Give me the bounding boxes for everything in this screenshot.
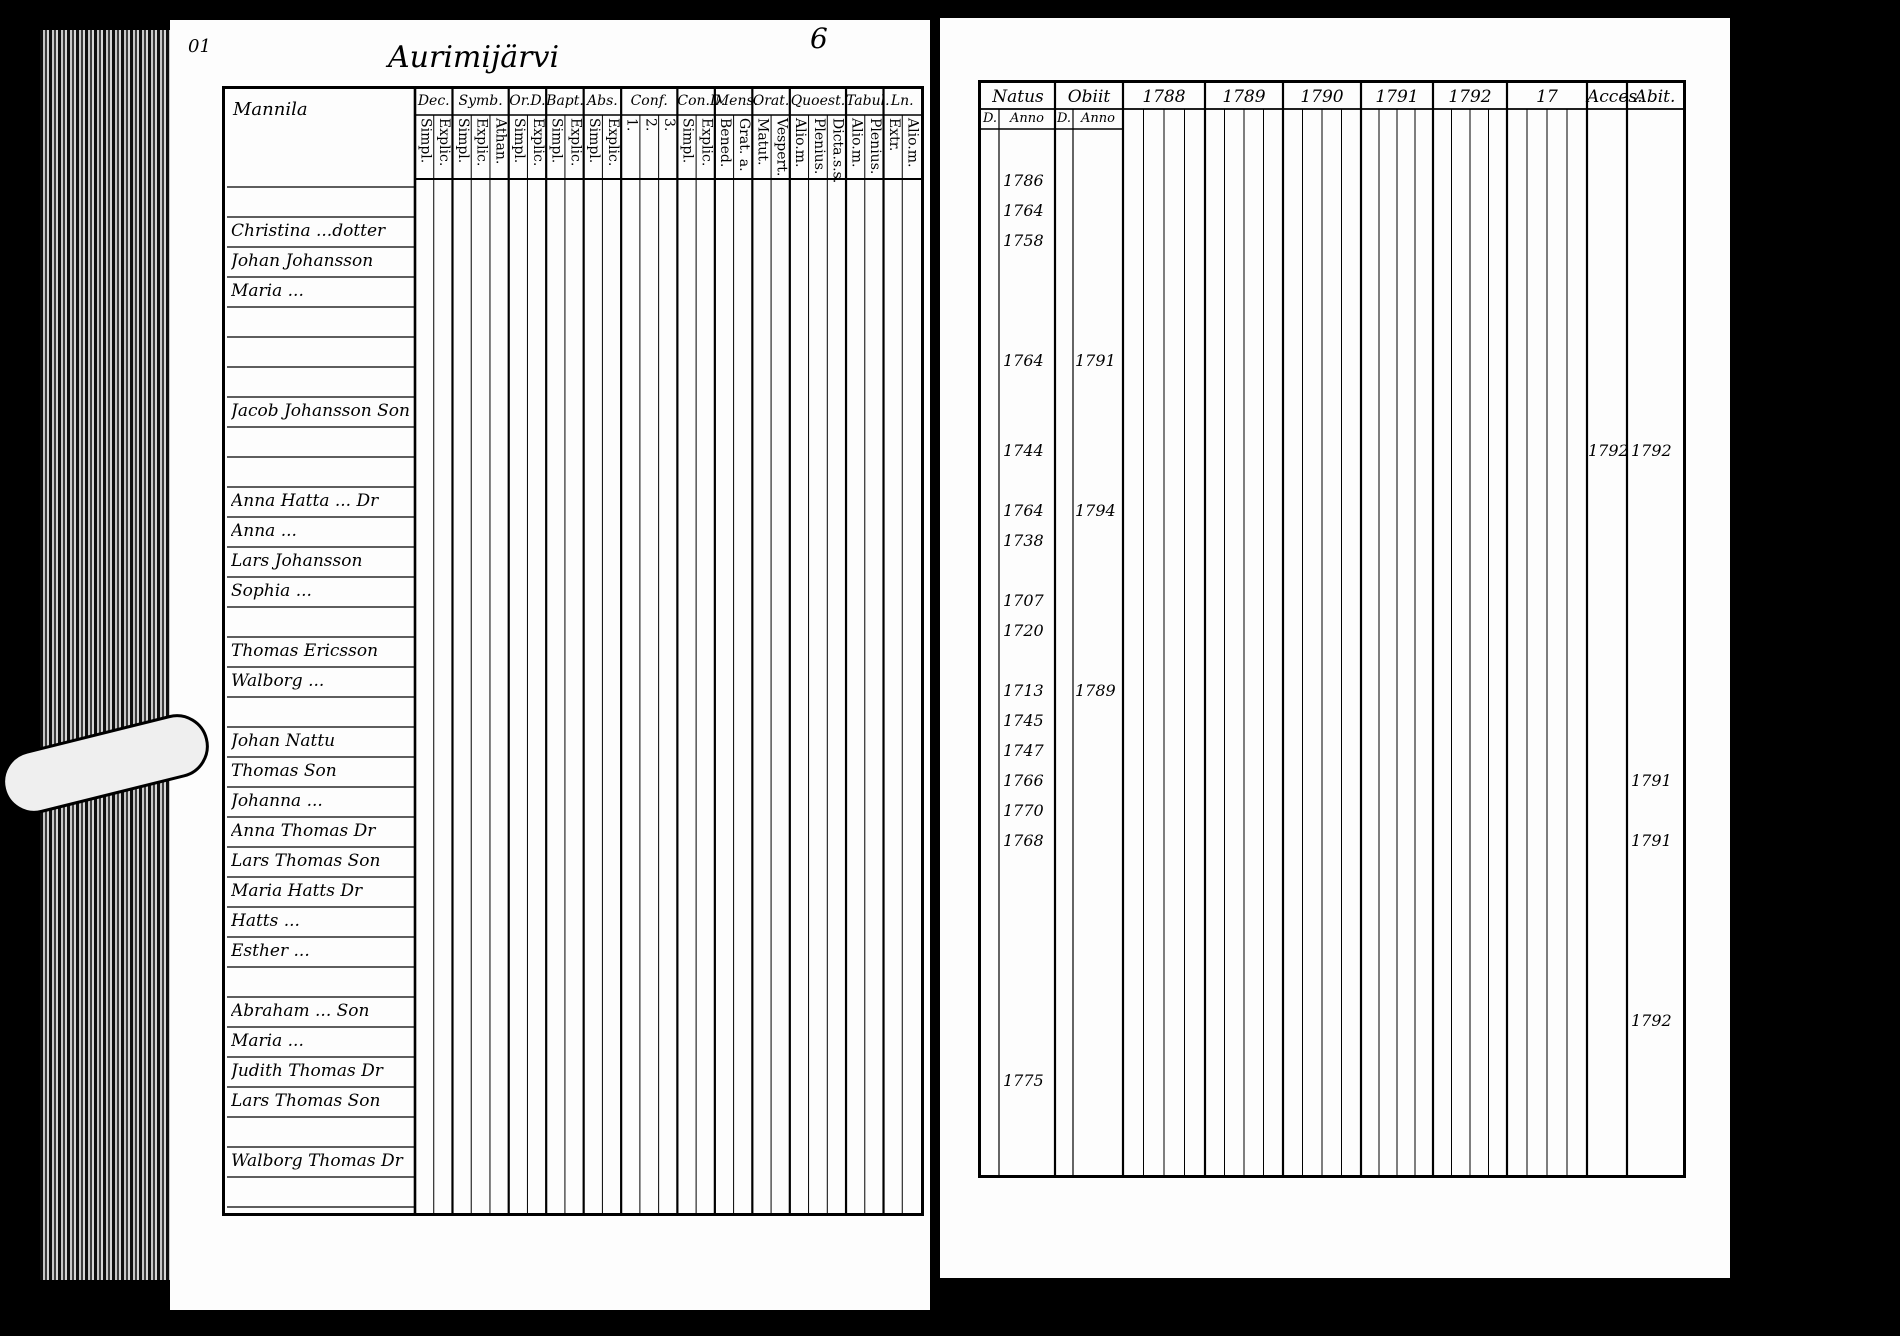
- column-sub-heading: Simpl.: [679, 118, 696, 164]
- column-sub-heading: Explic.: [529, 118, 546, 167]
- birth-year: 1713: [1003, 681, 1044, 700]
- year-column-header: 1789: [1222, 87, 1266, 107]
- birth-year: 1745: [1003, 711, 1044, 730]
- column-group-title: Abs.: [587, 93, 618, 109]
- column-sub-heading: Explic.: [436, 118, 453, 167]
- village-heading: Aurimijärvi: [388, 40, 560, 75]
- column-sub-heading: 2.: [642, 118, 659, 132]
- date-sub-header: Anno: [1081, 111, 1115, 126]
- year-column-header: 1791: [1375, 87, 1419, 107]
- birth-year: 1707: [1003, 591, 1044, 610]
- birth-year: 1770: [1003, 801, 1044, 820]
- accession-year: 1792: [1588, 441, 1629, 460]
- column-sub-heading: Plenius.: [810, 118, 827, 175]
- column-sub-heading: Explic.: [604, 118, 621, 167]
- right-ledger-table: [978, 80, 1686, 1178]
- person-name: Maria ...: [231, 1031, 304, 1051]
- column-sub-heading: Simpl.: [417, 118, 434, 164]
- column-sub-heading: Simpl.: [454, 118, 471, 164]
- birth-year: 1786: [1003, 171, 1044, 190]
- column-group-title: Quoest.: [790, 93, 846, 109]
- birth-year: 1768: [1003, 831, 1044, 850]
- person-name: Sophia ...: [231, 581, 312, 601]
- year-column-header: Natus: [992, 87, 1044, 107]
- year-column-header: 1792: [1448, 87, 1492, 107]
- person-name: Anna Hatta ... Dr: [231, 491, 379, 511]
- person-name: Abraham ... Son: [231, 1001, 370, 1021]
- column-group-title: Mens.: [714, 93, 759, 109]
- person-name: Anna ...: [231, 521, 297, 541]
- column-group-title: Orat.: [752, 93, 790, 109]
- column-sub-heading: Explic.: [698, 118, 715, 167]
- person-name: Hatts ...: [231, 911, 300, 931]
- birth-year: 1747: [1003, 741, 1044, 760]
- year-column-header: Abit.: [1634, 87, 1676, 107]
- departure-year: 1792: [1631, 1011, 1672, 1030]
- column-sub-heading: Dicta.s.s.: [829, 118, 846, 184]
- departure-year: 1792: [1631, 441, 1672, 460]
- first-column-heading: Mannila: [233, 99, 308, 120]
- death-year: 1794: [1075, 501, 1116, 520]
- person-name: Jacob Johansson Son: [231, 401, 410, 421]
- year-column-header: 1788: [1142, 87, 1186, 107]
- birth-year: 1744: [1003, 441, 1044, 460]
- person-name: Johan Johansson: [231, 251, 374, 271]
- column-sub-heading: Alio.m.: [904, 118, 921, 168]
- person-name: Maria Hatts Dr: [231, 881, 363, 901]
- column-sub-heading: Plenius.: [867, 118, 884, 175]
- column-sub-heading: 1.: [623, 118, 640, 132]
- person-name: Lars Thomas Son: [231, 851, 381, 871]
- column-group-title: Or.D.: [509, 93, 546, 109]
- birth-year: 1738: [1003, 531, 1044, 550]
- column-sub-heading: Extr.: [885, 118, 902, 152]
- person-name: Lars Thomas Son: [231, 1091, 381, 1111]
- column-sub-heading: Simpl.: [586, 118, 603, 164]
- date-sub-header: D.: [982, 111, 998, 126]
- birth-year: 1758: [1003, 231, 1044, 250]
- person-name: Johan Nattu: [231, 731, 336, 751]
- person-name: Maria ...: [231, 281, 304, 301]
- year-column-header: 1790: [1300, 87, 1344, 107]
- person-name: Thomas Son: [231, 761, 337, 781]
- column-group-title: Con.D.: [677, 93, 726, 109]
- person-name: Esther ...: [231, 941, 310, 961]
- column-sub-heading: Simpl.: [511, 118, 528, 164]
- column-group-title: Conf.: [630, 93, 668, 109]
- column-sub-heading: Simpl.: [548, 118, 565, 164]
- person-name: Judith Thomas Dr: [231, 1061, 383, 1081]
- death-year: 1789: [1075, 681, 1116, 700]
- column-sub-heading: Explic.: [567, 118, 584, 167]
- birth-year: 1764: [1003, 201, 1044, 220]
- person-name: Anna Thomas Dr: [231, 821, 376, 841]
- page-mark: 01: [188, 36, 211, 57]
- column-sub-heading: 3.: [661, 118, 677, 132]
- person-name: Walborg Thomas Dr: [231, 1151, 403, 1171]
- birth-year: 1766: [1003, 771, 1044, 790]
- column-sub-heading: Vespert.: [773, 118, 790, 177]
- column-group-title: Bapt.: [546, 93, 584, 109]
- birth-year: 1764: [1003, 501, 1044, 520]
- departure-year: 1791: [1631, 831, 1672, 850]
- right-ledger-grid: [981, 83, 1683, 1175]
- column-group-title: Ln.: [890, 93, 914, 109]
- person-name: Christina ...dotter: [231, 221, 386, 241]
- column-sub-heading: Matut.: [754, 118, 771, 166]
- person-name: Thomas Ericsson: [231, 641, 379, 661]
- column-sub-heading: Athan.: [492, 118, 509, 165]
- column-sub-heading: Alio.m.: [792, 118, 809, 168]
- departure-year: 1791: [1631, 771, 1672, 790]
- date-sub-header: D.: [1056, 111, 1072, 126]
- date-sub-header: Anno: [1010, 111, 1044, 126]
- column-group-title: Symb.: [458, 93, 503, 109]
- birth-year: 1720: [1003, 621, 1044, 640]
- column-sub-heading: Grat. a.: [735, 118, 752, 172]
- column-sub-heading: Explic.: [473, 118, 490, 167]
- year-column-header: 17: [1536, 87, 1558, 107]
- year-column-header: Acces.: [1587, 87, 1643, 107]
- column-sub-heading: Bened.: [717, 118, 734, 168]
- year-column-header: Obiit: [1067, 87, 1111, 107]
- person-name: Walborg ...: [231, 671, 325, 691]
- column-group-title: Dec.: [417, 93, 450, 109]
- left-ledger-table: [222, 86, 924, 1216]
- birth-year: 1764: [1003, 351, 1044, 370]
- birth-year: 1775: [1003, 1071, 1044, 1090]
- person-name: Johanna ...: [231, 791, 323, 811]
- book-page-edges: [40, 30, 190, 1280]
- column-group-title: Tabul.: [846, 93, 890, 109]
- death-year: 1791: [1075, 351, 1116, 370]
- column-sub-heading: Alio.m.: [848, 118, 865, 168]
- person-name: Lars Johansson: [231, 551, 363, 571]
- page-number: 6: [810, 22, 828, 55]
